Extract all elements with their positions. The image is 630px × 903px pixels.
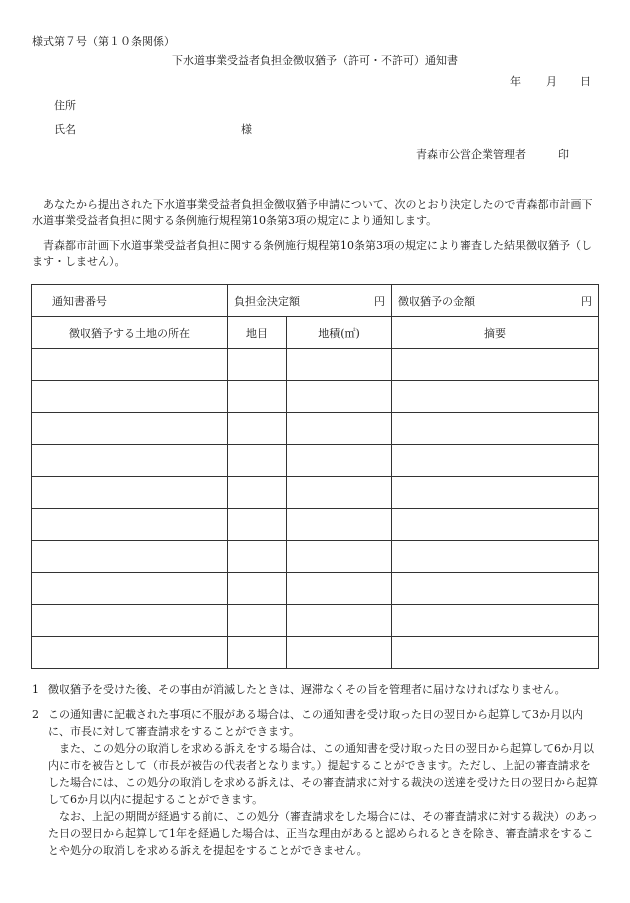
note-2-text: この通知書に記載された事項に不服がある場合は、この通知書を受け取った日の翌日から起算して3か月以内に、市長に対して審査請求をすることができます。: [48, 708, 583, 738]
note-2-paragraph-3: なお、上記の期間が経過する前に、この処分（審査請求をした場合には、その審査請求に対する裁決）のあった日の翌日から起算して1年を経過した場合は、正当な理由があると認められるときを除き、審査請求をすることや処分の取消しを求める訴えを提起をすることができません。: [48, 810, 598, 857]
land-category-cell[interactable]: [228, 349, 287, 381]
date-month: 月: [546, 75, 557, 88]
table-row: [32, 349, 599, 381]
table-row: [32, 477, 599, 509]
col-land-category: 地目: [228, 317, 287, 349]
deferral-amount-label: 徴収猶予の金額: [398, 294, 475, 308]
summary-cell[interactable]: [392, 477, 599, 509]
area-cell[interactable]: [287, 349, 392, 381]
issuer: 青森市公営企業管理者: [416, 148, 526, 161]
summary-cell[interactable]: [392, 573, 599, 605]
deferral-amount-yen: 円: [581, 294, 592, 308]
col-area: 地積(㎡): [287, 317, 392, 349]
table-header-row-2: [32, 317, 599, 349]
location-cell[interactable]: [32, 573, 228, 605]
location-cell[interactable]: [32, 477, 228, 509]
note-2-number: 2: [32, 708, 39, 721]
land-category-cell[interactable]: [228, 445, 287, 477]
area-cell[interactable]: [287, 381, 392, 413]
area-cell[interactable]: [287, 413, 392, 445]
document-title: 下水道事業受益者負担金徴収猶予（許可・不許可）通知書: [172, 54, 458, 67]
location-cell[interactable]: [32, 381, 228, 413]
area-cell[interactable]: [287, 573, 392, 605]
table-row: [32, 509, 599, 541]
table-header-row-1: [32, 285, 599, 317]
table-row: [32, 413, 599, 445]
deferral-amount-cell: [392, 285, 599, 317]
location-cell[interactable]: [32, 509, 228, 541]
note-1-number: 1: [32, 683, 39, 696]
note-1-text: 徴収猶予を受けた後、その事由が消滅したときは、遅滞なくその旨を管理者に届けなければなりません。: [48, 683, 566, 696]
land-category-cell[interactable]: [228, 381, 287, 413]
land-category-cell[interactable]: [228, 477, 287, 509]
area-cell[interactable]: [287, 509, 392, 541]
summary-cell[interactable]: [392, 445, 599, 477]
address-label: 住所: [54, 99, 76, 112]
summary-cell[interactable]: [392, 605, 599, 637]
area-cell[interactable]: [287, 477, 392, 509]
name-label: 氏名: [54, 123, 76, 136]
col-location: 徴収猶予する土地の所在: [32, 317, 228, 349]
intro-paragraph: あなたから提出された下水道事業受益者負担金徴収猶予申請について、次のとおり決定したので青森都市計画下水道事業受益者負担に関する条例施行規程第10条第3項の規定により通知します。: [32, 198, 593, 227]
table-row: [32, 445, 599, 477]
summary-cell[interactable]: [392, 637, 599, 669]
area-cell[interactable]: [287, 445, 392, 477]
note-1: [32, 681, 600, 698]
date-day: 日: [580, 75, 591, 88]
table-row: [32, 573, 599, 605]
decided-amount-yen: 円: [374, 294, 385, 308]
land-category-cell[interactable]: [228, 637, 287, 669]
note-2: [32, 706, 600, 859]
result-paragraph: 青森都市計画下水道事業受益者負担に関する条例施行規程第10条第3項の規定により審査した結果徴収猶予（します・しません）。: [32, 239, 592, 268]
land-category-cell[interactable]: [228, 413, 287, 445]
land-category-cell[interactable]: [228, 573, 287, 605]
land-category-cell[interactable]: [228, 541, 287, 573]
location-cell[interactable]: [32, 413, 228, 445]
summary-cell[interactable]: [392, 413, 599, 445]
honorific: 様: [241, 123, 252, 136]
note-2-paragraph-2: また、この処分の取消しを求める訴えをする場合は、この通知書を受け取った日の翌日から起算して6か月以内に市を被告として（市長が被告の代表者となります。）提起することができます。ただし、上記の審査請求をした場合には、この処分の取消しを求める訴えは、その審査請求に対する裁決の送達を受けた日の翌日から起算して6か月以内に提起することができます。: [48, 742, 598, 806]
form-id: 様式第７号（第１０条関係）: [32, 35, 175, 48]
summary-cell[interactable]: [392, 509, 599, 541]
deferral-table: [31, 284, 599, 669]
location-cell[interactable]: [32, 541, 228, 573]
location-cell[interactable]: [32, 637, 228, 669]
area-cell[interactable]: [287, 605, 392, 637]
area-cell[interactable]: [287, 541, 392, 573]
land-category-cell[interactable]: [228, 509, 287, 541]
notice-number-cell: [32, 285, 228, 317]
summary-cell[interactable]: [392, 541, 599, 573]
notes-section: [32, 681, 600, 859]
location-cell[interactable]: [32, 445, 228, 477]
decided-amount-cell: [228, 285, 392, 317]
table-row: [32, 637, 599, 669]
col-summary: 摘要: [392, 317, 599, 349]
summary-cell[interactable]: [392, 381, 599, 413]
table-row: [32, 541, 599, 573]
seal-mark: 印: [558, 148, 569, 161]
decided-amount-label: 負担金決定額: [234, 294, 300, 308]
table-row: [32, 381, 599, 413]
location-cell[interactable]: [32, 605, 228, 637]
date-year: 年: [510, 75, 521, 88]
land-category-cell[interactable]: [228, 605, 287, 637]
area-cell[interactable]: [287, 637, 392, 669]
summary-cell[interactable]: [392, 349, 599, 381]
notice-number-label: 通知書番号: [52, 294, 107, 308]
table-row: [32, 605, 599, 637]
location-cell[interactable]: [32, 349, 228, 381]
